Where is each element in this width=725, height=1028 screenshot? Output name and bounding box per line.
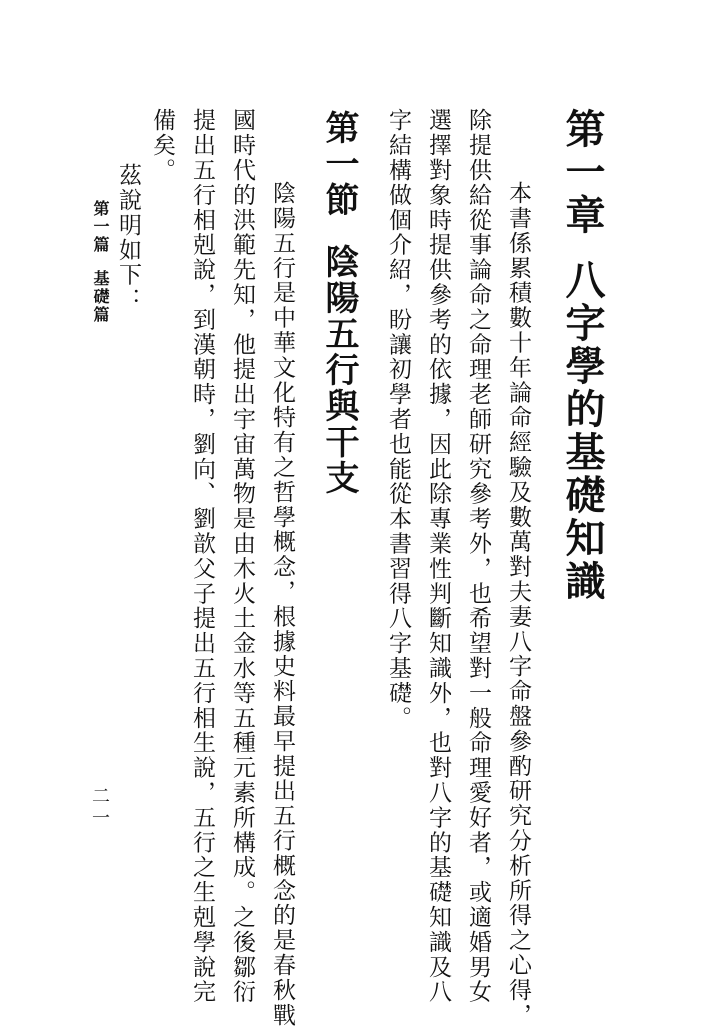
intro-paragraph-column: 本書係累積數十年論命經驗及數萬對夫妻八字命盤參酌研究分析所得之心得， <box>505 156 531 1028</box>
part-label: 第一篇 <box>91 200 110 254</box>
section-title: 陰陽五行與干支 <box>319 244 359 496</box>
chapter-title: 八字學的基礎知識 <box>559 259 605 603</box>
intro-paragraph-column: 選擇對象時提供參考的依據，因此除專業性判斷知識外，也對八字的基礎知識及八 <box>425 108 451 1005</box>
running-footer <box>88 200 108 324</box>
intro-paragraph-column: 除提供給從事論命之命理老師研究參考外，也希望對一般命理愛好者，或適婚男女 <box>465 108 491 1005</box>
section-paragraph-column: 國時代的洪範先知，他提出宇宙萬物是由木火土金水等五種元素所構成。之後鄒衍 <box>229 108 255 1005</box>
chapter-number: 第一章 <box>559 108 605 237</box>
part-title: 基礎篇 <box>91 270 110 324</box>
section-number: 第一節 <box>319 110 359 218</box>
section-paragraph-column: 茲說明如下： <box>115 138 141 313</box>
section-paragraph-column: 陰陽五行是中華文化特有之哲學概念，根據史料最早提出五行概念的是春秋戰 <box>269 156 295 1028</box>
intro-paragraph-column: 字結構做個介紹，盼讓初學者也能從本書習得八字基礎。 <box>385 108 411 731</box>
page-number: 二一 <box>89 786 110 830</box>
section-heading <box>316 110 359 496</box>
section-paragraph-column: 提出五行相剋說，到漢朝時，劉向、劉歆父子提出五行相生說，五行之生剋學說完 <box>189 108 215 1005</box>
section-paragraph-column: 備矣。 <box>149 108 175 183</box>
chapter-heading <box>556 108 605 603</box>
